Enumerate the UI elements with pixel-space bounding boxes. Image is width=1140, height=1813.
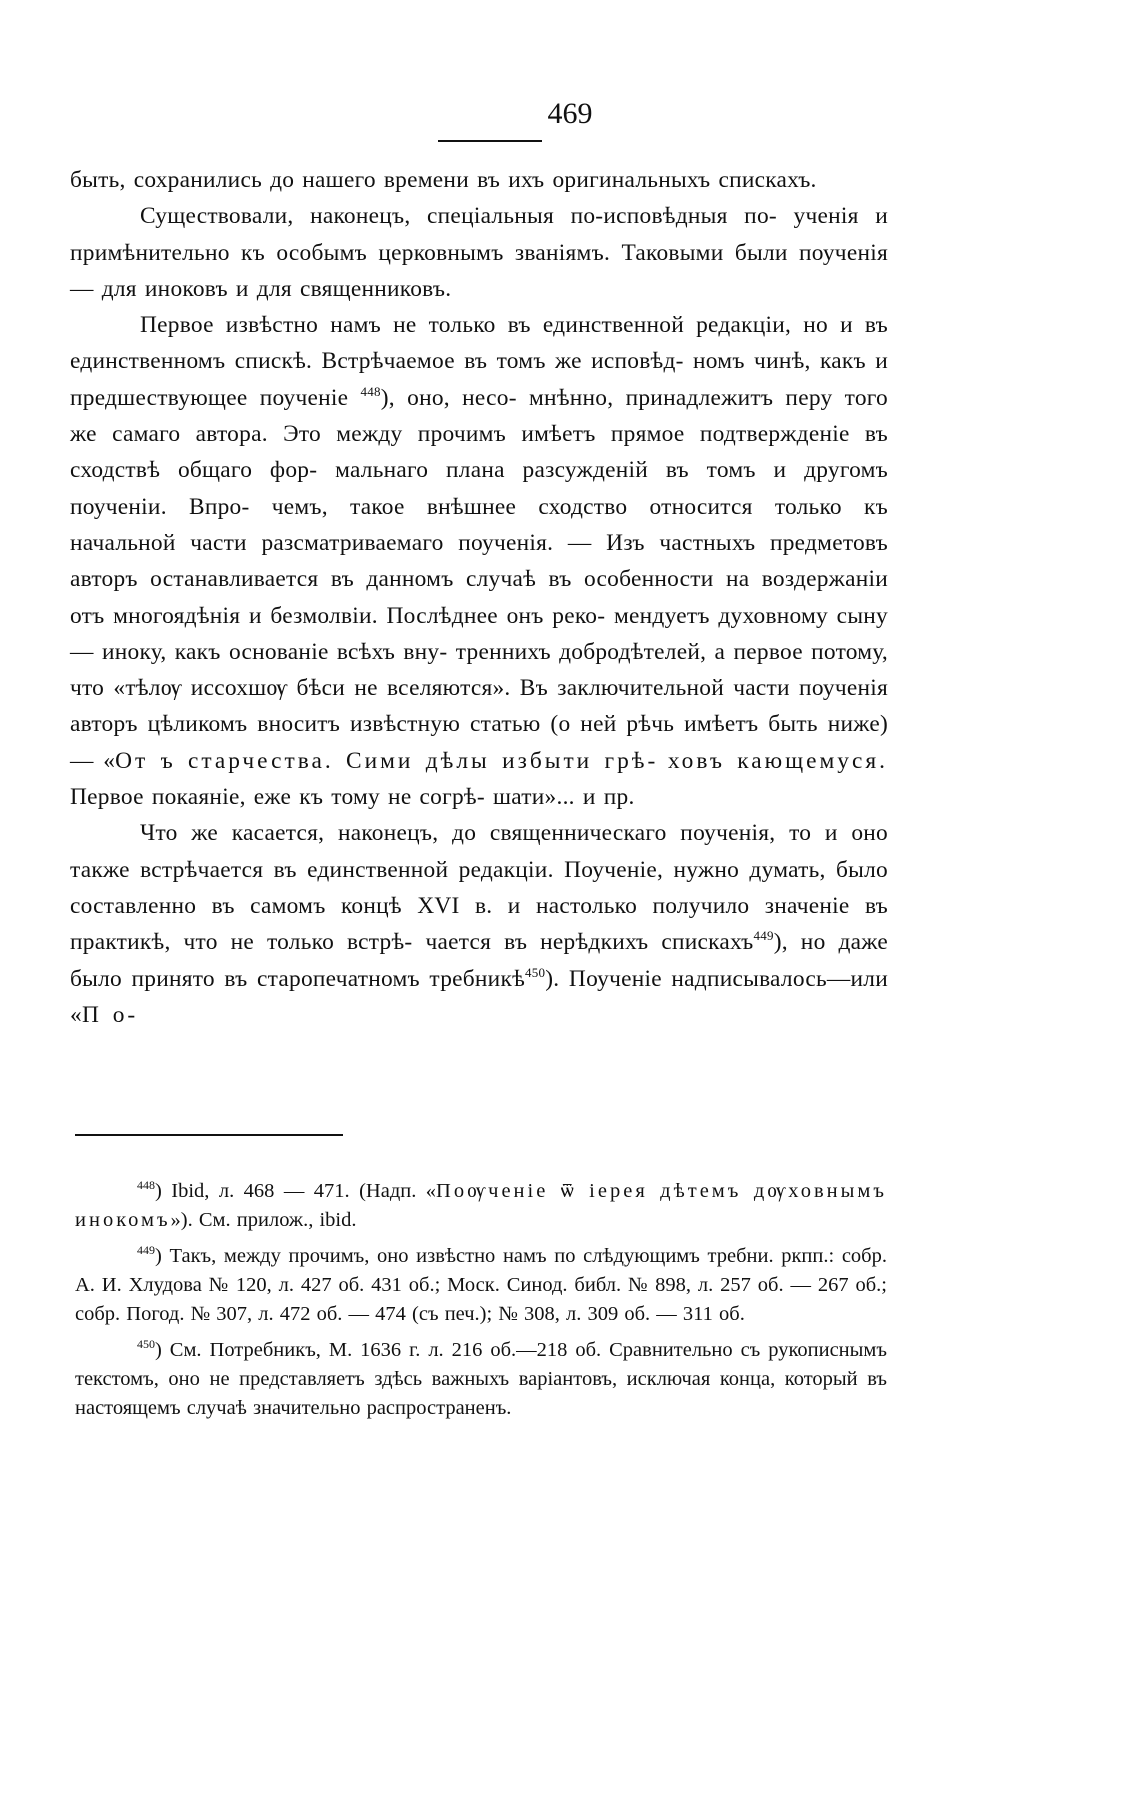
text-line: шати»... и пр. (493, 784, 635, 811)
paragraph-3 (70, 307, 888, 815)
text-line: старопечатномъ требникѣ (257, 965, 526, 992)
text-line: чается въ нерѣдкихъ спискахъ (425, 929, 754, 956)
text-line: воздержаніи отъ многоядѣнія и безмолвіи. Послѣднее онъ реко- (70, 566, 888, 629)
text-line: быть, сохранились до нашего времени въ ихъ оригинальныхъ (70, 167, 711, 193)
main-text (70, 162, 888, 1033)
text-line: бѣси не вселяются». Въ заключительной части поученія авторъ (70, 675, 888, 738)
paragraph-1 (70, 162, 888, 198)
text-line: ), но даже было принято въ (70, 929, 889, 992)
footnote-text: ) Ibid, л. 468 — 471. (Надп. « (155, 1180, 437, 1202)
text-line: ниже) — « (70, 711, 888, 774)
text-line: прочимъ имѣетъ прямое подтвержденіе въ сходствѣ общаго фор- (70, 421, 888, 484)
text-line: Существовали, наконецъ, спеціальныя по-исповѣдныя по- (140, 203, 777, 230)
text-line: авторъ останавливается въ данномъ случаѣ въ особенности на (70, 566, 750, 593)
footnote-rule (75, 1134, 343, 1136)
text-line: треннихъ добродѣтелей, а первое потому, что «тѣлѹ иссохшѹ (70, 638, 888, 702)
text-line: ). Поученіе надписывалось—или « (70, 965, 888, 1028)
text-line: номъ чинѣ, какъ и предшествующее поученіе (70, 348, 888, 411)
footnote-text: ) См. Потребникъ, М. 1636 г. л. 216 об.—218 об. Сравнительно съ рукописнымъ текстомъ, оно не представляетъ здѣсь важныхъ варіантовъ, исключая конца, который въ настоящемъ случаѣ значительно распространенъ. (75, 1339, 887, 1419)
text-line: Таковыми были поученія — для иноковъ и для священниковъ. (70, 239, 888, 302)
text-line: цѣликомъ вноситъ извѣстную статью (о ней рѣчь имѣетъ быть (147, 711, 818, 738)
text-line: мендуетъ духовному сыну — иноку, какъ основаніе всѣхъ вну- (70, 602, 888, 665)
paragraph-2 (70, 198, 888, 307)
footnote-448 (75, 1177, 887, 1235)
spaced-title: От ъ старчества. Сими дѣлы избыти грѣ- (115, 747, 659, 774)
text-line: мнѣнно, принадлежитъ перу того же самаго автора. Это между (70, 384, 888, 448)
text-line: и въ единственномъ спискѣ. Встрѣчаемое въ томъ же исповѣд- (70, 312, 888, 375)
text-line: настолько получило значеніе въ практикѣ, что не только встрѣ- (70, 892, 889, 956)
text-line: ученія и примѣнительно къ особымъ церковнымъ званіямъ. (70, 203, 888, 266)
footnote-449 (75, 1242, 887, 1329)
page-number-rule (438, 140, 542, 142)
text-line: то и оно также встрѣчается въ единственной редакціи. Поученіе, (70, 820, 888, 883)
footnote-text: »). См. прилож., ibid. (170, 1209, 357, 1231)
text-line: Первое извѣстно намъ не только въ единственной редакціи, но (140, 312, 828, 339)
footnote-ref-448: 448 (360, 383, 381, 399)
footnote-text: ) Такъ, между прочимъ, оно извѣстно намъ по слѣдующимъ требни. ркпп.: собр. А. И. Хлудова № 120, л. 427 об. 431 об.; Моск. Синод. библ. № 898, л. 257 об. — 267 об.; собр. Погод. № 307, л. 472 об. — 474 (съ печ.); № 308, л. 309 об. — 311 об. (75, 1245, 887, 1325)
text-line: части разсматриваемаго поученія. — Изъ частныхъ предметовъ (190, 529, 888, 556)
page-number: 469 (547, 97, 593, 130)
spaced-title: ховъ кающемуся. (667, 747, 888, 774)
text-line: мальнаго плана разсужденій въ томъ и другомъ поученіи. Впро- (70, 457, 888, 520)
paragraph-4 (70, 815, 888, 1033)
footnote-number: 449 (137, 1243, 155, 1258)
footnote-number: 450 (137, 1337, 155, 1352)
footnote-450 (75, 1336, 887, 1423)
text-line: Первое покаяніе, еже къ тому не согрѣ- (70, 784, 485, 811)
text-line: ), оно, несо- (380, 384, 517, 411)
footnote-ref-450: 450 (525, 964, 546, 980)
footnote-ref-449: 449 (753, 928, 774, 944)
text-line: чемъ, такое внѣшнее сходство относится только къ начальной (70, 493, 888, 556)
footnotes (75, 1177, 887, 1430)
spaced-title: Поѹченіе ѿ іерея дѣтемъ дѹховнымъ инокомъ (75, 1180, 887, 1231)
spaced-title: П о- (81, 1001, 139, 1028)
text-line: спискахъ. (718, 167, 817, 193)
footnote-number: 448 (137, 1178, 155, 1193)
text-line: нужно думать, было составленно въ самомъ концѣ XVI в. и (70, 856, 888, 919)
text-line: Что же касается, наконецъ, до священническаго поученія, (140, 820, 776, 847)
